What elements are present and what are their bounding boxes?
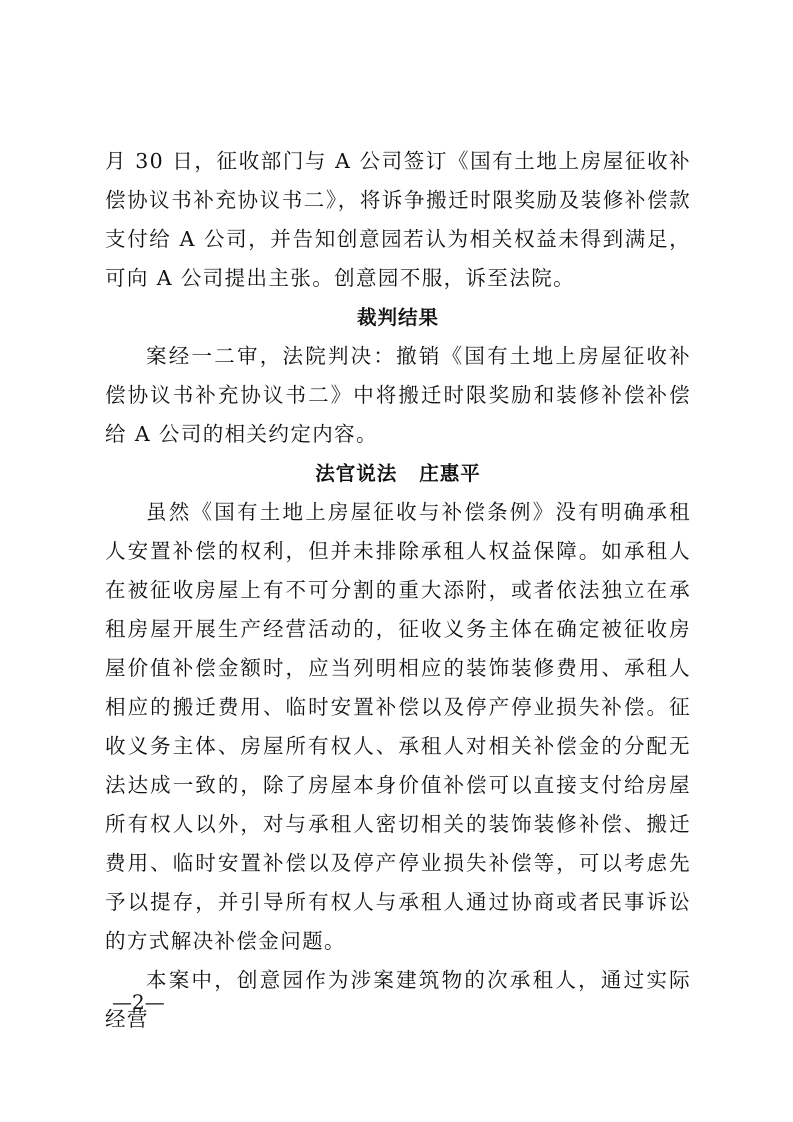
section-heading-judge (105, 454, 691, 493)
section-heading-judge-title: 法官说法 (315, 462, 398, 485)
paragraph-result: 案经一二审，法院判决：撤销《国有土地上房屋征收补偿协议书补充协议书二》中将搬迁时限奖励和装修补偿补偿给 A 公司的相关约定内容。 (105, 344, 691, 446)
section-heading-result (105, 298, 691, 337)
section-heading-result-text: 裁判结果 (356, 306, 439, 329)
paragraph-case-analysis: 本案中，创意园作为涉案建筑物的次承租人，通过实际经营 (105, 968, 691, 1031)
document-body (105, 142, 691, 1039)
paragraph-judge-opinion: 虽然《国有土地上房屋征收与补偿条例》没有明确承租人安置补偿的权利，但并未排除承租人权益保障。如承租人在被征收房屋上有不可分割的重大添附，或者依法独立在承租房屋开展生产经营活动的，征收义务主体在确定被征收房屋价值补偿金额时，应当列明相应的装饰装修费用、承租人相应的搬迁费用、临时安置补偿以及停产停业损失补偿。征收义务主体、房屋所有权人、承租人对相关补偿金的分配无法达成一致的，除了房屋本身价值补偿可以直接支付给房屋所有权人以外，对与承租人密切相关的装饰装修补偿、搬迁费用、临时安置补偿以及停产停业损失补偿等，可以考虑先予以提存，并引导所有权人与承租人通过协商或者民事诉讼的方式解决补偿金问题。 (105, 500, 691, 953)
section-heading-judge-author: 庄惠平 (419, 462, 481, 485)
page-number: —2— (112, 990, 165, 1014)
paragraph-intro: 月 30 日，征收部门与 A 公司签订《国有土地上房屋征收补偿协议书补充协议书二》，将诉争搬迁时限奖励及装修补偿款支付给 A 公司，并告知创意园若认为相关权益未得到满足，可向 A 公司提出主张。创意园不服，诉至法院。 (105, 149, 691, 290)
